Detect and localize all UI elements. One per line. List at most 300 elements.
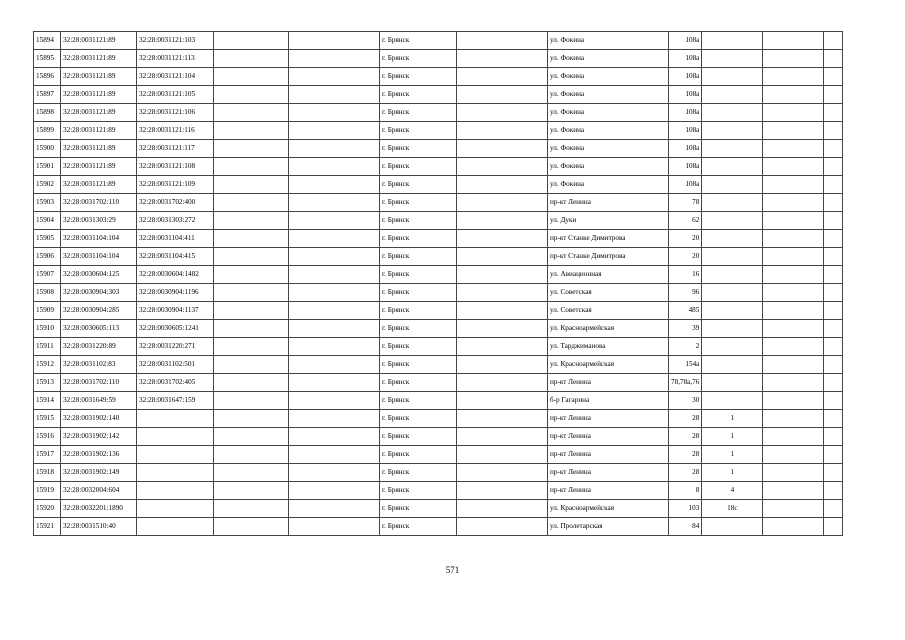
cell-house: 96 [669,284,702,302]
cell-empty [824,446,843,464]
cell-street: ул. Красноармейская [548,320,669,338]
cell-extra [763,464,824,482]
cell-house: 78 [669,194,702,212]
cell-street: пр-кт Ленина [548,482,669,500]
cell-empty [289,104,380,122]
cell-city: г. Брянск [380,32,457,50]
cell-house: 108а [669,140,702,158]
cell-empty [214,212,289,230]
cell-id: 15900 [34,140,61,158]
cell-cad2 [137,446,214,464]
cell-cad1: 32:28:0031121:89 [61,104,137,122]
cell-empty [824,320,843,338]
cell-empty [824,464,843,482]
cell-empty [214,266,289,284]
table-row [34,338,843,356]
cell-empty [457,302,548,320]
cell-flat [702,176,763,194]
cell-cad2: 32:28:0031647:159 [137,392,214,410]
cell-empty [289,86,380,104]
cell-extra [763,482,824,500]
cell-street: ул. Фокина [548,176,669,194]
cell-id: 15897 [34,86,61,104]
cell-flat [702,266,763,284]
cell-cad2 [137,482,214,500]
cell-empty [824,302,843,320]
table-row [34,212,843,230]
table-row [34,32,843,50]
cell-city: г. Брянск [380,68,457,86]
cell-cad1: 32:28:0031902:140 [61,410,137,428]
cell-empty [214,284,289,302]
cell-street: пр-кт Ленина [548,410,669,428]
cell-empty [457,68,548,86]
cell-street: ул. Дуки [548,212,669,230]
table-row [34,176,843,194]
cell-empty [289,446,380,464]
cell-flat [702,356,763,374]
cell-cad2: 32:28:0031220:271 [137,338,214,356]
cell-id: 15898 [34,104,61,122]
cell-house: 62 [669,212,702,230]
table-row [34,140,843,158]
cell-empty [824,212,843,230]
cell-extra [763,32,824,50]
cell-street: ул. Тарджиманова [548,338,669,356]
cell-empty [289,500,380,518]
cell-flat [702,122,763,140]
cell-city: г. Брянск [380,410,457,428]
cell-street: ул. Фокина [548,86,669,104]
table-row [34,464,843,482]
cell-cad2 [137,500,214,518]
cell-city: г. Брянск [380,374,457,392]
cell-flat [702,158,763,176]
cell-empty [214,518,289,536]
cell-empty [457,140,548,158]
cell-house: 108а [669,176,702,194]
cell-empty [824,230,843,248]
cell-empty [289,482,380,500]
cell-empty [457,392,548,410]
cell-extra [763,122,824,140]
cell-cad2: 32:28:0031121:108 [137,158,214,176]
cell-empty [824,356,843,374]
cell-cad1: 32:28:0031102:83 [61,356,137,374]
cell-empty [824,158,843,176]
cell-cad1: 32:28:0031121:89 [61,140,137,158]
cell-city: г. Брянск [380,464,457,482]
cell-street: пр-кт Станке Димитрова [548,230,669,248]
cell-id: 15912 [34,356,61,374]
cell-empty [824,122,843,140]
cell-flat: 4 [702,482,763,500]
cell-empty [457,446,548,464]
cell-flat [702,518,763,536]
cell-cad2: 32:28:0031102:501 [137,356,214,374]
cell-empty [289,356,380,374]
cell-cad1: 32:28:0031510:40 [61,518,137,536]
cell-empty [824,68,843,86]
cell-cad1: 32:28:0031121:89 [61,86,137,104]
page-number: 571 [445,565,460,575]
cell-extra [763,266,824,284]
cell-empty [457,338,548,356]
cell-house: 108а [669,68,702,86]
cell-empty [214,122,289,140]
cell-empty [214,410,289,428]
cell-empty [289,122,380,140]
cell-house: 485 [669,302,702,320]
cell-extra [763,86,824,104]
cell-empty [824,140,843,158]
cell-extra [763,356,824,374]
cell-city: г. Брянск [380,320,457,338]
cell-extra [763,50,824,68]
cell-empty [214,86,289,104]
cell-empty [214,140,289,158]
cell-empty [214,482,289,500]
cell-empty [214,230,289,248]
cell-empty [824,248,843,266]
cell-house: 108а [669,122,702,140]
cell-extra [763,320,824,338]
cell-id: 15917 [34,446,61,464]
cell-id: 15901 [34,158,61,176]
cell-empty [457,230,548,248]
cell-city: г. Брянск [380,140,457,158]
cell-empty [289,392,380,410]
cell-flat [702,302,763,320]
table-row [34,104,843,122]
cell-empty [289,248,380,266]
cell-extra [763,284,824,302]
table-row [34,86,843,104]
cell-flat [702,194,763,212]
cell-house: 154а [669,356,702,374]
cell-flat [702,86,763,104]
cell-empty [289,428,380,446]
table-row [34,68,843,86]
cell-id: 15907 [34,266,61,284]
cell-id: 15894 [34,32,61,50]
cell-cad1: 32:28:0031649:59 [61,392,137,410]
cell-empty [457,266,548,284]
cell-id: 15895 [34,50,61,68]
cell-house: 20 [669,230,702,248]
cell-empty [289,32,380,50]
cell-empty [824,518,843,536]
cell-flat [702,140,763,158]
cell-cad1: 32:28:0031121:89 [61,176,137,194]
table-row [34,248,843,266]
cell-empty [824,104,843,122]
table-row [34,158,843,176]
cell-empty [289,194,380,212]
cell-city: г. Брянск [380,518,457,536]
cell-id: 15896 [34,68,61,86]
cell-extra [763,410,824,428]
cell-empty [824,374,843,392]
cell-empty [457,32,548,50]
cell-house: 108а [669,50,702,68]
cell-empty [214,338,289,356]
cell-extra [763,104,824,122]
cell-cad1: 32:28:0031121:89 [61,68,137,86]
cell-city: г. Брянск [380,338,457,356]
cell-street: ул. Красноармейская [548,356,669,374]
cell-street: пр-кт Ленина [548,374,669,392]
cell-flat [702,284,763,302]
cell-cad1: 32:28:0031121:89 [61,158,137,176]
cell-city: г. Брянск [380,266,457,284]
table-row [34,194,843,212]
cell-cad1: 32:28:0031121:89 [61,32,137,50]
cell-street: ул. Советская [548,284,669,302]
cell-city: г. Брянск [380,392,457,410]
cell-empty [289,230,380,248]
cell-id: 15899 [34,122,61,140]
cell-empty [457,410,548,428]
cell-empty [457,194,548,212]
cell-empty [214,446,289,464]
cell-extra [763,338,824,356]
cell-empty [457,50,548,68]
cell-id: 15905 [34,230,61,248]
cell-cad2: 32:28:0031121:116 [137,122,214,140]
cell-flat [702,230,763,248]
cell-house: 28 [669,464,702,482]
cell-empty [214,500,289,518]
cell-house: 103 [669,500,702,518]
cell-house: 2 [669,338,702,356]
cell-house: 16 [669,266,702,284]
cell-extra [763,428,824,446]
cell-house: 39 [669,320,702,338]
cell-street: пр-кт Ленина [548,446,669,464]
cell-cad2: 32:28:0031303:272 [137,212,214,230]
cell-cad2: 32:28:0031121:113 [137,50,214,68]
table-row [34,122,843,140]
cell-empty [214,356,289,374]
cell-house: 28 [669,446,702,464]
cell-empty [457,428,548,446]
table-row [34,446,843,464]
cell-cad1: 32:28:0030904:303 [61,284,137,302]
table-row [34,410,843,428]
cell-id: 15921 [34,518,61,536]
cell-house: 20 [669,248,702,266]
cell-cad1: 32:28:0032201:1890 [61,500,137,518]
table-row [34,500,843,518]
cell-empty [457,320,548,338]
cell-empty [289,266,380,284]
cell-cad2: 32:28:0031104:411 [137,230,214,248]
table-row [34,356,843,374]
cell-empty [824,428,843,446]
cell-street: ул. Фокина [548,158,669,176]
cell-empty [214,248,289,266]
cell-cad1: 32:28:0030604:125 [61,266,137,284]
cell-flat: 1 [702,464,763,482]
cell-city: г. Брянск [380,158,457,176]
table-row [34,482,843,500]
cell-empty [457,356,548,374]
cell-empty [457,248,548,266]
cell-house: 84 [669,518,702,536]
cell-street: ул. Фокина [548,68,669,86]
cell-house: 108а [669,32,702,50]
cell-flat [702,68,763,86]
cell-cad1: 32:28:0031902:149 [61,464,137,482]
cell-empty [214,68,289,86]
cell-extra [763,302,824,320]
cell-empty [457,374,548,392]
cell-city: г. Брянск [380,446,457,464]
table-row [34,230,843,248]
cell-empty [214,104,289,122]
cell-empty [214,428,289,446]
cell-empty [289,518,380,536]
cell-cad2: 32:28:0030605:1241 [137,320,214,338]
cell-id: 15906 [34,248,61,266]
cell-empty [457,212,548,230]
cell-city: г. Брянск [380,482,457,500]
cell-id: 15903 [34,194,61,212]
cell-flat: 1 [702,410,763,428]
cell-extra [763,392,824,410]
cell-city: г. Брянск [380,212,457,230]
cell-cad1: 32:28:0031220:89 [61,338,137,356]
cell-cad2: 32:28:0031121:106 [137,104,214,122]
cell-house: 28 [669,410,702,428]
cell-empty [289,50,380,68]
cell-empty [824,338,843,356]
cell-flat [702,392,763,410]
cell-empty [824,500,843,518]
table-row [34,266,843,284]
cell-cad1: 32:28:0031121:89 [61,50,137,68]
cell-empty [214,464,289,482]
cell-house: 108а [669,86,702,104]
cell-city: г. Брянск [380,122,457,140]
cell-flat [702,212,763,230]
cell-cad2: 32:28:0031104:415 [137,248,214,266]
cell-cad1: 32:28:0031902:142 [61,428,137,446]
cell-id: 15902 [34,176,61,194]
cell-cad2: 32:28:0030904:1137 [137,302,214,320]
cell-empty [289,410,380,428]
cell-empty [289,464,380,482]
cell-street: ул. Фокина [548,140,669,158]
cell-cad2: 32:28:0031121:105 [137,86,214,104]
cadastral-table [33,31,843,536]
cell-id: 15919 [34,482,61,500]
cell-empty [289,338,380,356]
table-row [34,302,843,320]
table-row [34,428,843,446]
cell-empty [457,176,548,194]
cell-flat [702,374,763,392]
cell-empty [824,266,843,284]
cell-empty [289,140,380,158]
cell-id: 15920 [34,500,61,518]
cell-empty [214,374,289,392]
cell-street: ул. Фокина [548,122,669,140]
cell-street: ул. Пролетарская [548,518,669,536]
cell-cad2 [137,464,214,482]
cell-cad1: 32:28:0031902:136 [61,446,137,464]
cell-empty [289,212,380,230]
cell-extra [763,374,824,392]
cell-id: 15911 [34,338,61,356]
cell-empty [214,392,289,410]
cell-house: 78,78а,76 [669,374,702,392]
cell-id: 15918 [34,464,61,482]
cell-street: пр-кт Ленина [548,464,669,482]
cell-id: 15910 [34,320,61,338]
cell-cad1: 32:28:0031104:104 [61,230,137,248]
cell-extra [763,446,824,464]
cell-id: 15913 [34,374,61,392]
cell-flat [702,50,763,68]
cell-house: 30 [669,392,702,410]
cell-extra [763,518,824,536]
cell-empty [289,374,380,392]
cell-empty [824,284,843,302]
cell-empty [824,194,843,212]
cell-house: 108а [669,158,702,176]
cell-extra [763,230,824,248]
cell-empty [457,122,548,140]
cell-extra [763,176,824,194]
cell-empty [457,86,548,104]
cell-cad1: 32:28:0030904:285 [61,302,137,320]
cell-empty [214,176,289,194]
cell-empty [824,32,843,50]
cell-street: б-р Гагарина [548,392,669,410]
cell-city: г. Брянск [380,194,457,212]
cell-cad2 [137,410,214,428]
cell-empty [214,302,289,320]
cell-street: пр-кт Станке Димитрова [548,248,669,266]
cell-empty [824,392,843,410]
cell-city: г. Брянск [380,230,457,248]
cell-extra [763,68,824,86]
cell-flat: 1 [702,446,763,464]
cell-street: ул. Фокина [548,104,669,122]
cell-empty [457,500,548,518]
cell-id: 15916 [34,428,61,446]
cell-street: ул. Фокина [548,32,669,50]
cell-empty [457,284,548,302]
cell-flat [702,338,763,356]
cell-empty [289,284,380,302]
cell-house: 8 [669,482,702,500]
cell-city: г. Брянск [380,104,457,122]
cell-empty [214,194,289,212]
cell-flat [702,320,763,338]
cell-cad1: 32:28:0031702:110 [61,374,137,392]
cell-cad1: 32:28:0031121:89 [61,122,137,140]
cell-cad2: 32:28:0031121:109 [137,176,214,194]
cell-street: пр-кт Ленина [548,428,669,446]
cell-house: 28 [669,428,702,446]
cell-cad1: 32:28:0031303:29 [61,212,137,230]
cell-extra [763,140,824,158]
cell-id: 15909 [34,302,61,320]
cell-house: 108а [669,104,702,122]
